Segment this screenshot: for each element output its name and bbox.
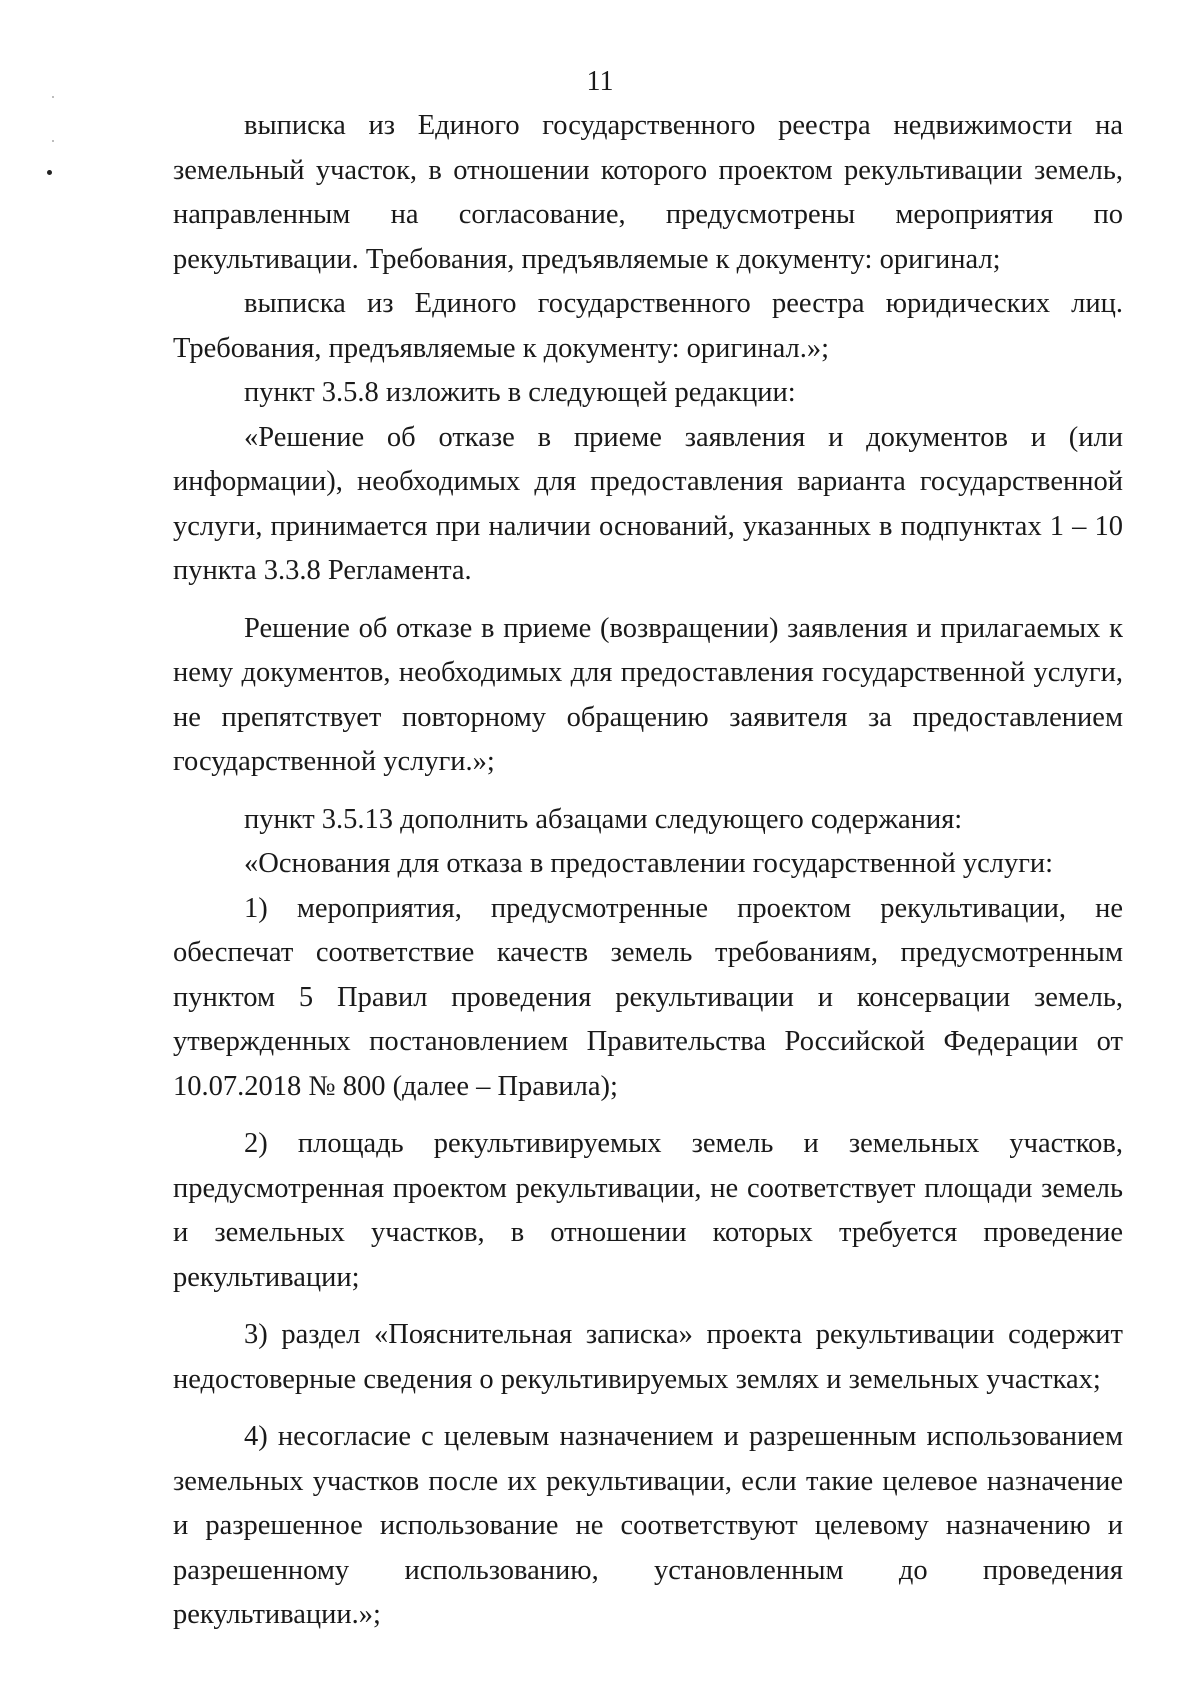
paragraph-egrul-extract: выписка из Единого государственного реестра юридических лиц. Требования, предъявляемые к документу: оригинал.»;	[173, 288, 1123, 364]
paragraph-ground-4: 4) несогласие с целевым назначением и разрешенным использованием земельных участков после их рекультивации, если такие целевое назначение и разрешенное использование не соответствуют целевому назначению и разрешенному использованию, установленным до проведения рекультивации.»;	[173, 1421, 1123, 1630]
paragraph-item-3-5-13-intro: пункт 3.5.13 дополнить абзацами следующего содержания:	[244, 803, 963, 835]
paragraph-refusal-not-obstacle: Решение об отказе в приеме (возвращении) заявления и прилагаемых к нему документов, необходимых для предоставления государственной услуги, не препятствует повторному обращению заявителя за предоставлением государственной услуги.»;	[173, 612, 1123, 777]
paragraph-egrn-extract: выписка из Единого государственного реестра недвижимости на земельный участок, в отношении которого проектом рекультивации земель, направленным на согласование, предусмотрены мероприятия по рекультивации. Требования, предъявляемые к документу: оригинал;	[173, 110, 1123, 275]
paragraph-refusal-decision: «Решение об отказе в приеме заявления и документов и (или информации), необходимых для предоставления варианта государственной услуги, принимается при наличии оснований, указанных в подпунктах 1 – 10 пункта 3.3.8 Регламента.	[173, 421, 1123, 586]
scan-speck	[52, 96, 54, 98]
paragraph-ground-2: 2) площадь рекультивируемых земель и земельных участков, предусмотренная проектом рекультивации, не соответствует площади земель и земельных участков, в отношении которых требуется проведение рекультивации;	[173, 1128, 1123, 1293]
margin-mark	[47, 170, 52, 175]
scan-speck	[52, 140, 54, 142]
paragraph-ground-3: 3) раздел «Пояснительная записка» проекта рекультивации содержит недостоверные сведения о рекультивируемых землях и земельных участках;	[173, 1319, 1123, 1395]
paragraph-refusal-grounds-heading: «Основания для отказа в предоставлении государственной услуги:	[244, 848, 1054, 879]
paragraph-ground-1: 1) мероприятия, предусмотренные проектом рекультивации, не обеспечат соответствие качеств земель требованиям, предусмотренным пунктом 5 Правил проведения рекультивации и консервации земель, утвержденных постановлением Правительства Российской Федерации от 10.07.2018 № 800 (далее – Правила);	[173, 892, 1123, 1102]
document-body	[173, 104, 1123, 1638]
page-number: 11	[586, 66, 614, 97]
paragraph-item-3-5-8-intro: пункт 3.5.8 изложить в следующей редакции:	[244, 377, 796, 408]
